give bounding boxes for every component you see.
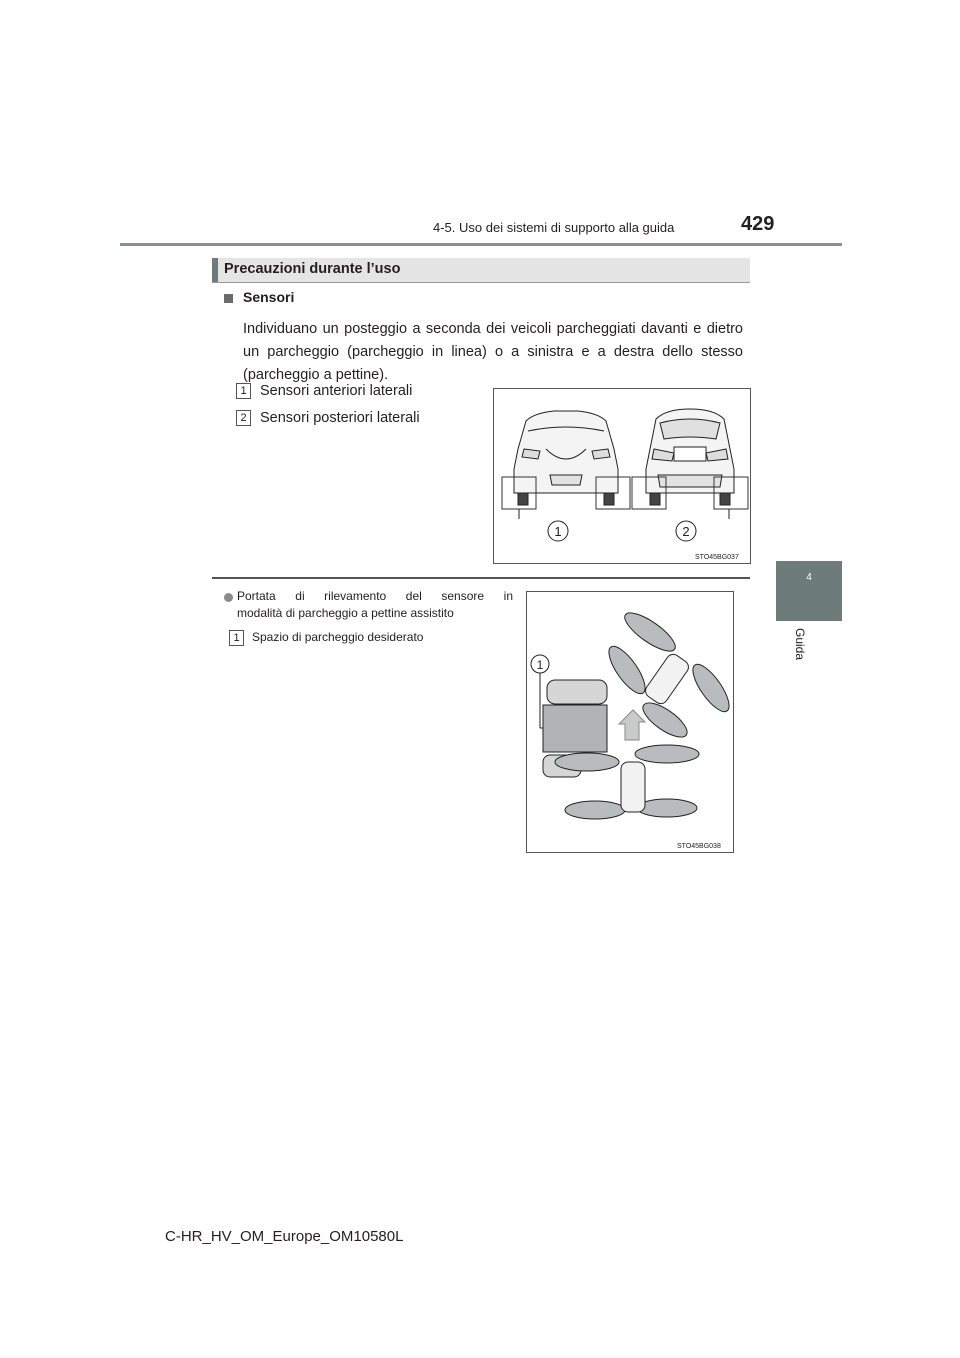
item-number-box: 1 <box>229 630 244 646</box>
item-number-box: 2 <box>236 410 251 426</box>
square-bullet-icon <box>224 294 233 303</box>
round-bullet-icon <box>224 593 233 602</box>
vehicle-top-view <box>621 762 645 812</box>
footer-doc-id: C-HR_HV_OM_Europe_OM10580L <box>165 1228 404 1245</box>
callout-1: 1 <box>554 524 562 539</box>
parked-car-illustration <box>547 680 607 704</box>
chapter-number: 4 <box>806 572 812 583</box>
page-number: 429 <box>741 213 775 235</box>
header-section-title: 4-5. Uso dei sistemi di supporto alla guida <box>433 220 675 235</box>
parking-range-illustration <box>527 592 733 852</box>
header-rule <box>120 243 842 246</box>
section-heading-bar <box>212 258 750 283</box>
vehicle-top-view <box>643 652 691 707</box>
range-note-line-2: modalità di parcheggio a pettine assistito <box>237 606 454 620</box>
range-note <box>237 588 513 622</box>
front-side-sensors-label: Sensori anteriori laterali <box>260 383 413 399</box>
range-note-line-1: Portata di rilevamento del sensore in <box>237 589 513 603</box>
rear-side-sensors-label: Sensori posteriori laterali <box>260 410 420 426</box>
rear-car-illustration <box>632 409 748 509</box>
chapter-tab <box>776 561 842 621</box>
callout-2: 2 <box>682 524 690 539</box>
sensors-paragraph: Individuano un posteggio a seconda dei veicoli parcheggiati davanti e dietro un parcheggio (parcheggio in linea) o a sinistra e a destra dello stesso (parcheggio a pettine). <box>243 321 743 383</box>
car-views-illustration <box>494 389 750 563</box>
section-divider <box>212 577 750 579</box>
section-accent <box>212 258 218 282</box>
item-number-box: 1 <box>236 383 251 399</box>
callout-1: 1 <box>536 658 544 672</box>
figure-code: STO45BG037 <box>695 554 739 561</box>
target-space-area <box>543 705 607 752</box>
sensors-figure <box>493 388 751 564</box>
sensors-heading: Sensori <box>243 289 295 305</box>
chapter-label: Guida <box>793 628 807 661</box>
range-figure <box>526 591 734 853</box>
section-title: Precauzioni durante l’uso <box>224 261 401 277</box>
arrow-icon <box>619 710 645 740</box>
figure-code: STO45BG038 <box>677 843 721 850</box>
parking-space-label: Spazio di parcheggio desiderato <box>252 630 424 644</box>
front-car-illustration <box>502 411 630 509</box>
